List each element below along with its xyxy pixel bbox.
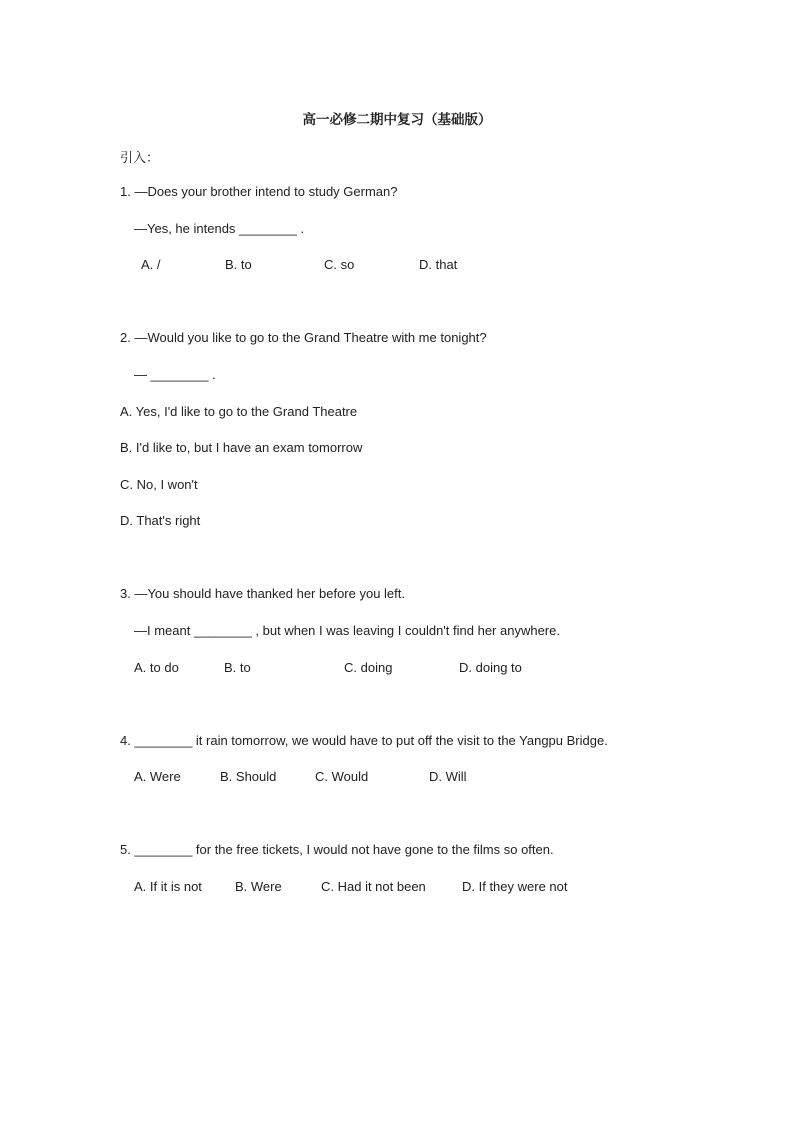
q5-option-b: B. Were [235,879,282,894]
q1-option-b: B. to [225,257,252,272]
q4-option-a: A. Were [134,769,181,784]
q2-option-c: C. No, I won't [120,477,198,492]
intro-label: 引入： [120,150,160,165]
q2-option-a: A. Yes, I'd like to go to the Grand Theatre [120,404,358,419]
q1-option-a: A. / [141,257,161,272]
q4-option-d: D. Will [429,769,467,784]
q3-reply: —I meant ________ , but when I was leaving I couldn't find her anywhere. [134,623,560,638]
q3-option-b: B. to [224,660,251,675]
q2-option-b: B. I'd like to, but I have an exam tomorrow [120,440,363,455]
q4-stem: 4. ________ it rain tomorrow, we would have to put off the visit to the Yangpu Bridge. [120,733,608,748]
q3-option-a: A. to do [134,660,179,675]
q5-option-d: D. If they were not [462,879,568,894]
document-title: 高一必修二期中复习（基础版） [302,112,492,127]
q4-option-b: B. Should [220,769,277,784]
q2-reply: — ________ . [134,367,216,382]
q3-option-d: D. doing to [459,660,522,675]
q3-option-c: C. doing [344,660,393,675]
q2-option-d: D. That's right [120,513,201,528]
q4-option-c: C. Would [315,769,369,784]
q1-reply: —Yes, he intends ________ . [134,221,305,236]
q1-option-d: D. that [419,257,458,272]
q3-stem: 3. —You should have thanked her before you left. [120,586,405,601]
q2-stem: 2. —Would you like to go to the Grand Theatre with me tonight? [120,330,487,345]
q1-option-c: C. so [324,257,355,272]
q5-option-c: C. Had it not been [321,879,426,894]
q5-stem: 5. ________ for the free tickets, I would not have gone to the films so often. [120,842,554,857]
q5-option-a: A. If it is not [134,879,202,894]
q1-stem: 1. —Does your brother intend to study German? [120,184,398,199]
